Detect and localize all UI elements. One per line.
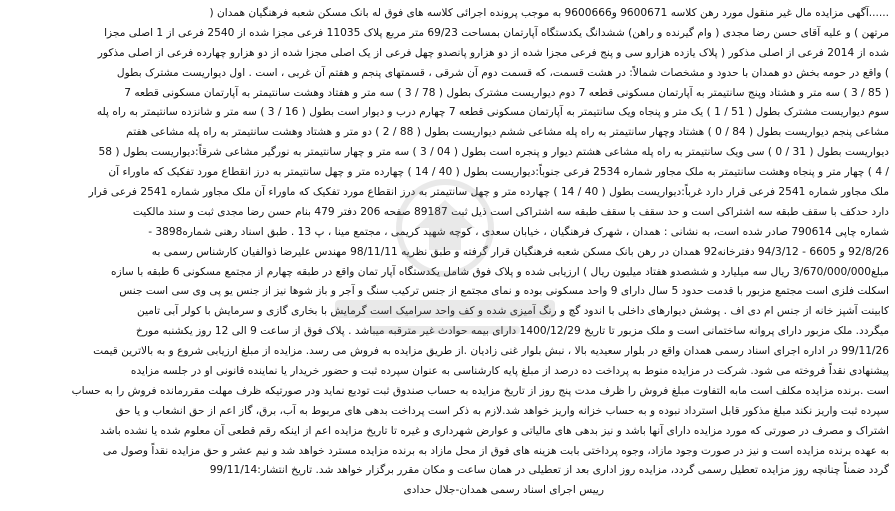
notice-line: ) واقع در حومه بخش دو همدان با حدود و مشخصات شمالاً: در هشت قسمت، که قسمت دوم آن شرقی ، قسمتهای پنجم و هفتم آن غربی ، است . اول دیواریست مشترک بطول xyxy=(116,66,889,79)
notice-line: سپرده ثبت واریز نکند مبلغ مذکور قابل استرداد نبوده و به حساب خزانه واریز خواهد شد.لازم به ذکر است پرداخت بدهی های مربوط به آب، برق، گاز اعم از حق انشعاب و یا حق xyxy=(115,404,889,417)
notice-line: مشاعی پنجم دیواریست بطول ( 84 / 0 ) هشتاد وچهار سانتیمتر به راه پله مشاعی ششم دیواریست بطول ( 88 / 2 ) دو متر و هشتاد وهشت سانتیمتر به راه پله مشاعی هفتم xyxy=(126,126,889,139)
notice-line: دیواریست بطول ( 31 / 0 ) سی ویک سانتیمتر به راه پله مشاعی هشتم دیوار و پنجره است بطول ( 04 / 3 ) سه متر و چهار سانتیمتر به نورگیر مشاعی شرقاً:دیواریست بطول ( 58 xyxy=(98,146,889,159)
auction-notice xyxy=(6,4,889,507)
notice-line: ......آگهی مزایده مال غیر منقول مورد رهن کلاسه 9600671 و9600666 به موجب پرونده اجرائی کلاسه های فوق له بانک مسکن شعبه فرهنگیان همدان ( xyxy=(209,7,889,19)
notice-line: اسکلت فلزی است مجتمع مزبور با قدمت حدود 5 سال دارای 9 واحد مسکونی بوده و نمای مجتمع از جنس ترکیب سنگ و آجر و باز شوها نیز از جنس یو پی وی سی است جنس xyxy=(119,285,889,298)
notice-line: میگردد. ملک مزبور دارای پروانه ساختمانی است و ملک مزبور تا تاریخ 1400/12/29 دارای بیمه حوادث غیر مترقبه میباشد . پلاک فوق از ساعت 9 الی 12 روز یکشنبه مورخ xyxy=(136,325,889,338)
notice-line: گردد ضمناً چنانچه روز مزایده تعطیل رسمی گردد، مزایده روز اداری بعد از تعطیلی در همان ساعت و مکان مقرر برگزار خواهد شد. تاریخ انتشار:99/11/14 xyxy=(209,464,889,477)
notice-line: مرتهن ) و علیه آقای حسن رضا مجدی ( وام گیرنده و راهن) ششدانگ یکدستگاه آپارتمان بمساحت 69/23 متر مربع پلاک 11035 فرعی مجزا شده از 2540 فرعی از 1 اصلی مجزا xyxy=(104,26,889,39)
notice-line: / 4 ) چهار متر و پنجاه وهشت سانتیمتر به ملک مجاور شماره 2534 فرعی جنوباً:دیواریست بطول ( 40 / 14 ) چهارده متر و چهل سانتیمتر به درز انقطاع مورد تفکیک که ماوراء آن xyxy=(108,166,889,179)
notice-line: دارد حدکف با سقف طبقه سه اشتراکی است و حد سقف با سقف طبقه سه اشتراکی است ذیل ثبت 89187 صفحه 206 دفتر 479 بنام حسن رضا مجدی ثبت و سند مالکیت xyxy=(132,205,889,218)
notice-line: کابینت آشپز خانه از جنس ام دی اف . پوشش دیوارهای داخلی با اندود گچ و رنگ آمیزی شده و کف واحد سرامیک است گرمایش با بخاری گازی و سرمایش با کولر آبی تامین xyxy=(137,305,889,318)
notice-line: به عهده برنده مزایده است و نیز در صورت وجود مازاد، وجوه پرداختی بابت هزینه های فوق از محل مازاد به برنده مزایده مسترد خواهد شد و نیم عشر و حق مزایده نقداً وصول می xyxy=(102,444,889,457)
notice-line: مبلغ3/670/000/000 ریال سه میلیارد و ششصدو هفتاد میلیون ریال ) ارزیابی شده و پلاک فوق شامل یکدستگاه آپار تمان واقع در طبقه چهارم از مجتمع مسکونی 6 طبقه با سازه xyxy=(111,265,889,278)
notice-line: شده از 2014 فرعی از اصلی مذکور ( پلاک یازده هزارو سی و پنج فرعی مجزا شده از دو هزارو پانصدو چهل فرعی از یک اصلی مجزا شده از دو هزارو چهارده فرعی از اصلی مذکور xyxy=(97,46,889,59)
notice-line: اشتراک و مصرف در صورتی که مورد مزایده دارای آنها باشد و نیز بدهی های مالیاتی و عوارض شهرداری و غیره تا تاریخ مزایده اعم از اینکه رقم قطعی آن معلوم شده یا نشده باشد xyxy=(100,424,889,437)
notice-line: 99/11/26 در اداره اجرای اسناد رسمی همدان واقع در بلوار سعیدیه بالا ، نبش بلوار غنی زادیان .از طریق مزایده به فروش می رسد. مزایده از مبلغ ارزیابی شروع و به بالاترین قیمت xyxy=(93,345,889,358)
notice-line: پیشنهادی نقداً فروخته می شود. شرکت در مزایده منوط به پرداخت ده درصد از مبلغ پایه کارشناسی به عنوان سپرده ثبت و حضور خریدار یا نماینده قانونی او در جلسه مزایده xyxy=(130,365,889,378)
notice-line: سوم دیواریست مشترک بطول ( 51 / 1 ) یک متر و پنجاه ویک سانتیمتر به آپارتمان مسکونی قطعه 7 چهارم درب و دیوار است بطول ( 16 / 3 ) سه متر و شانزده سانتیمتر به راه پله xyxy=(96,106,889,119)
notice-line: شماره چاپی 790614 صادر شده است، به نشانی : همدان ، شهرک فرهنگیان ، خیابان سعدی ، کوچه شهید کریمی ، مجتمع مینا ، پ 13 . طبق اسناد رهنی شماره3898 - xyxy=(148,225,889,238)
notice-line: است .برنده مزایده مکلف است مابه التفاوت مبلغ فروش را ظرف مدت پنج روز از تاریخ مزایده به حساب صندوق ثبت تودیع نماید ودر صورتیکه ظرف مهلت مقررمانده فروش را به حساب xyxy=(71,384,889,397)
notice-line: ملک مجاور شماره 2541 فرعی قرار دارد غرباً:دیواریست بطول ( 40 / 14 ) چهارده متر و چهل سانتیمتر به درز انقطاع مورد تفکیک که ماوراء آن ملک مجاور شماره 2541 فرعی قرار xyxy=(88,186,889,199)
notice-line: 92/8/26 و 6605 - 94/3/12 دفترخانه92 همدان در رهن بانک مسکن شعبه فرهنگیان قرار گرفته و طبق نظریه 98/11/11 مهندس علیرضا ذوالفیان کارشناس رسمی به xyxy=(151,245,889,258)
notice-line: ( 85 / 3 ) سه متر و هشتاد وپنج سانتیمتر به آپارتمان مسکونی قطعه 7 دوم دیواریست مشترک بطول ( 78 / 3 ) سه متر و هفتاد وهشت سانتیمتر به آپارتمان مسکونی قطعه 7 xyxy=(124,86,889,99)
signature-line: رییس اجرای اسناد رسمی همدان-جلال حدادی xyxy=(403,484,604,497)
